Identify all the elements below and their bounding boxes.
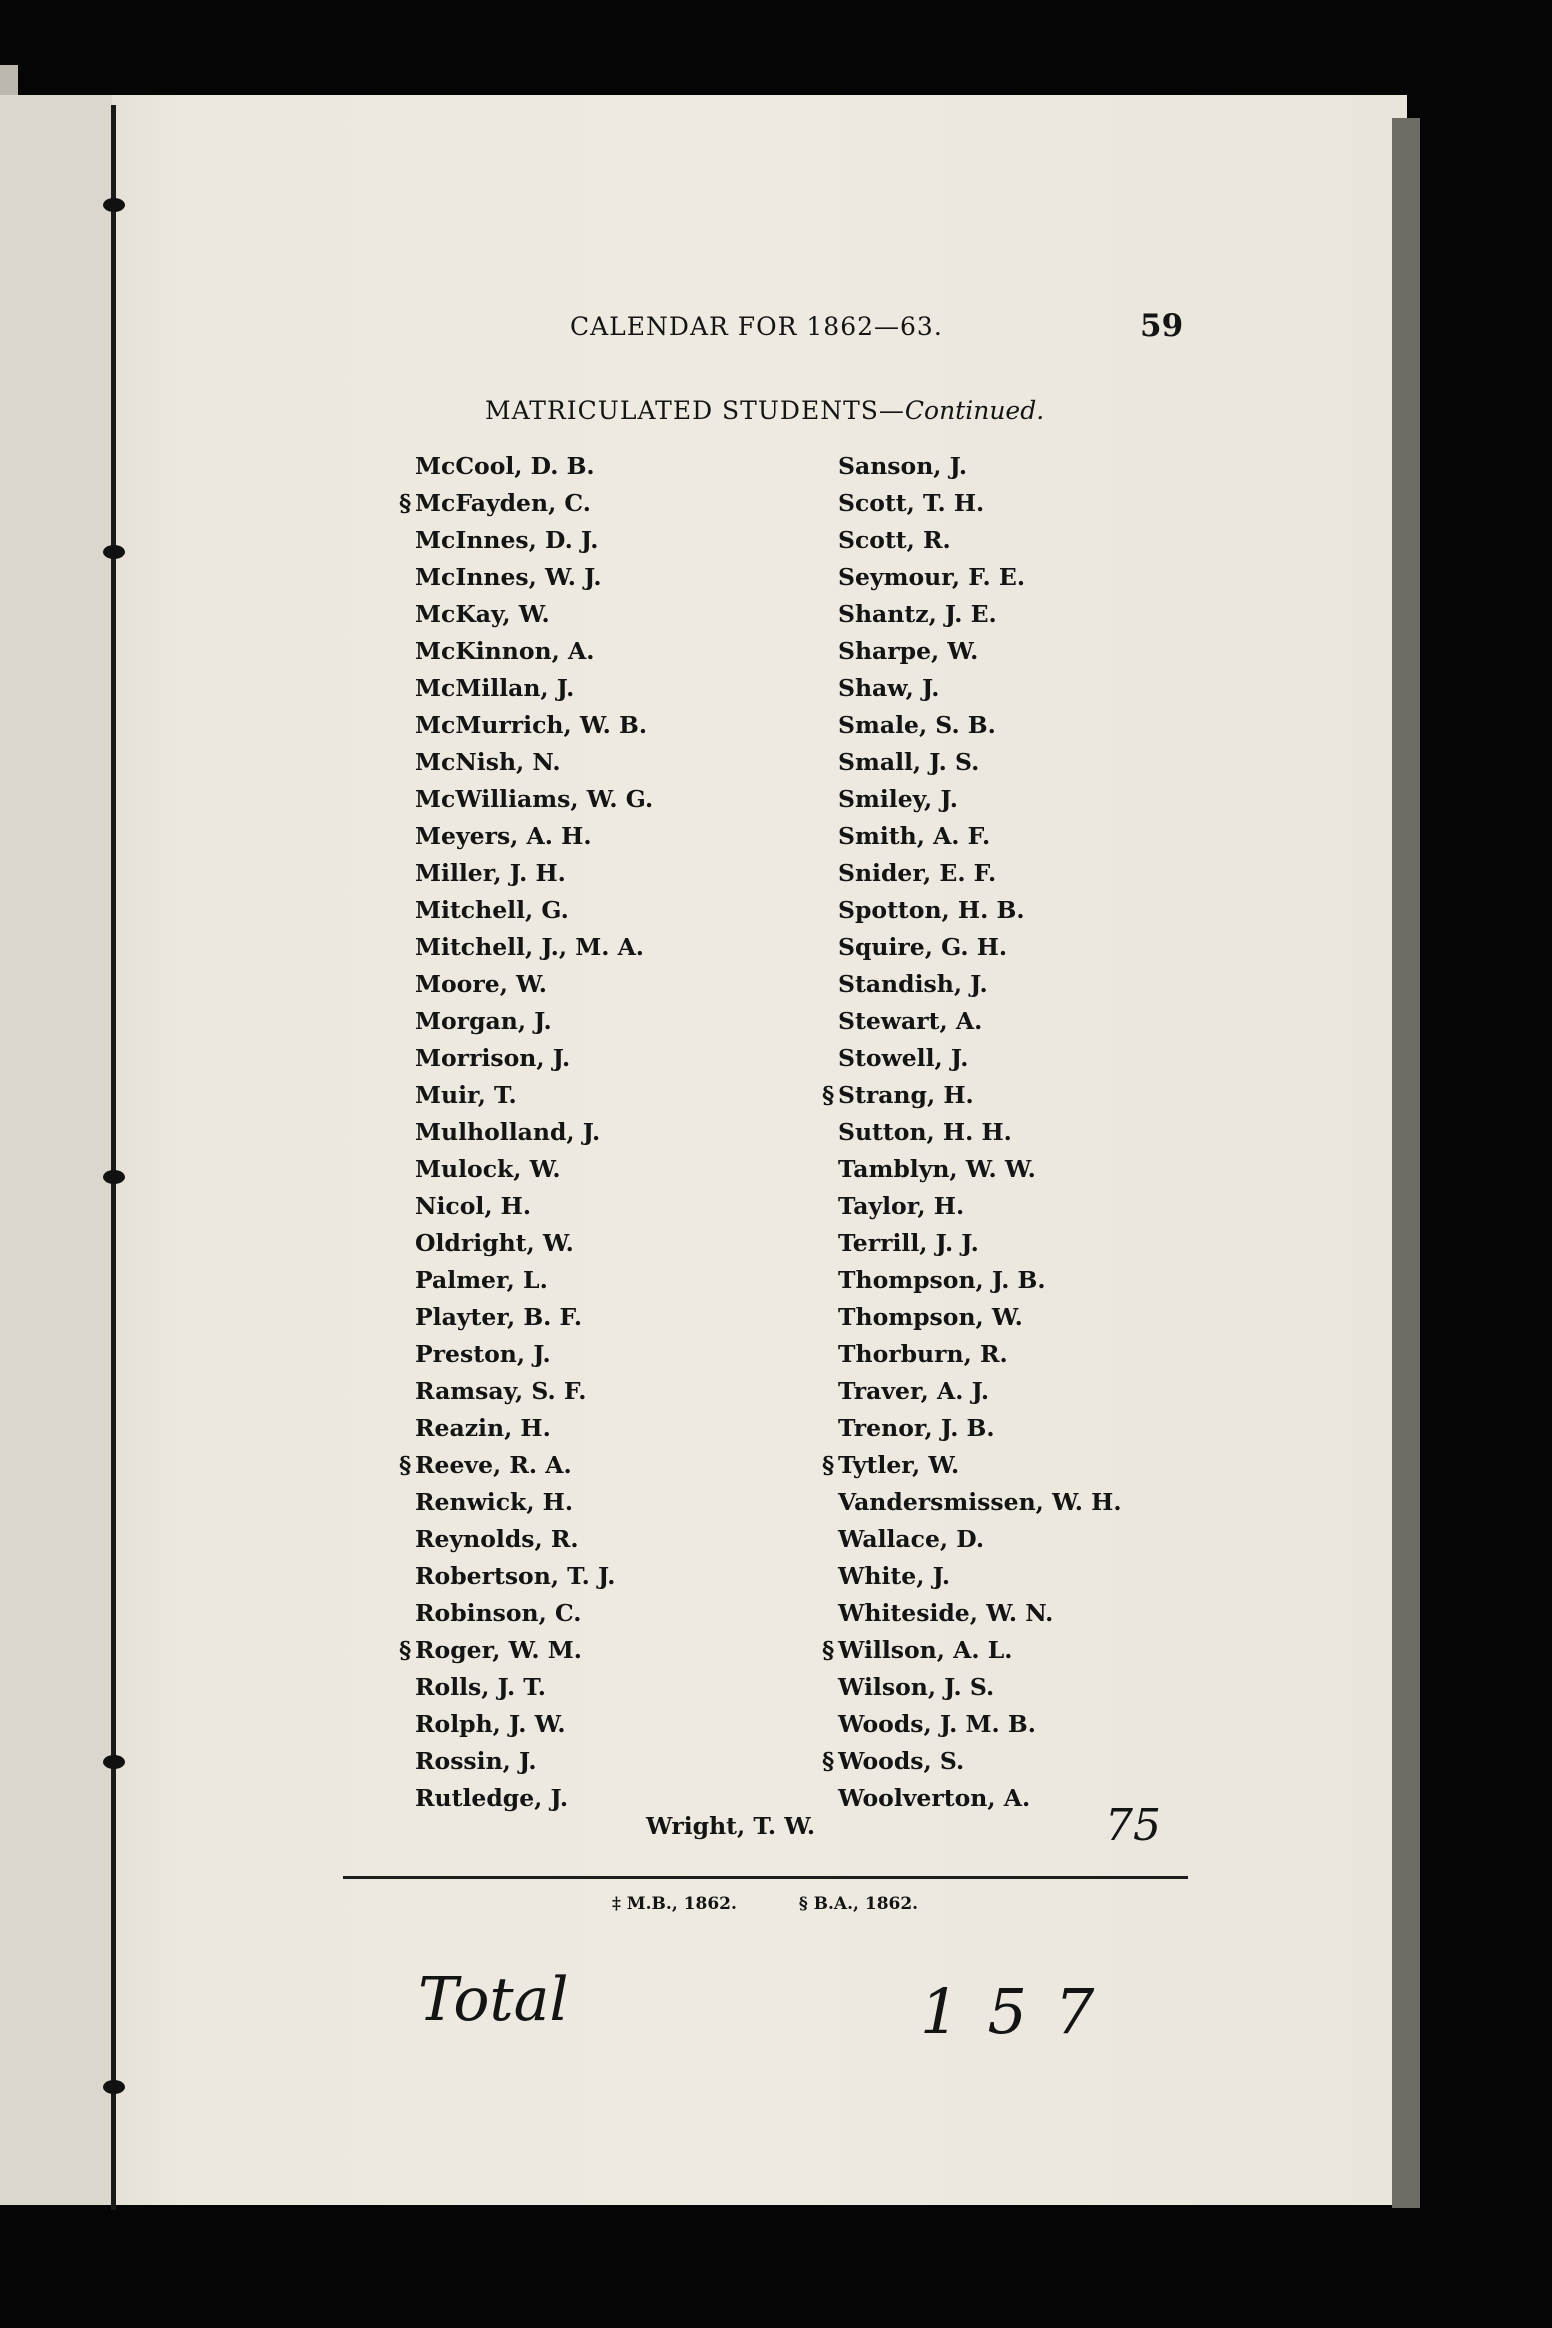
student-name: Shantz, J. E. [838, 600, 997, 628]
student-entry [415, 670, 653, 707]
student-entry [838, 1225, 1122, 1262]
student-name: Whiteside, W. N. [838, 1599, 1054, 1627]
student-entry [415, 596, 653, 633]
student-entry [838, 1484, 1122, 1521]
student-entry [822, 1743, 1122, 1780]
student-name: Miller, J. H. [415, 859, 566, 887]
student-entry [415, 744, 653, 781]
student-entry [415, 1262, 653, 1299]
student-entry [399, 485, 653, 522]
student-name: Smiley, J. [838, 785, 958, 813]
student-name: McFayden, C. [415, 489, 591, 517]
student-entry [415, 1410, 653, 1447]
student-entry [415, 1595, 653, 1632]
degree-mark: § [399, 1451, 412, 1479]
student-entry [838, 1373, 1122, 1410]
student-name: Terrill, J. J. [838, 1229, 979, 1257]
student-name: Rutledge, J. [415, 1784, 569, 1812]
student-entry [838, 522, 1122, 559]
student-entry [838, 1151, 1122, 1188]
student-entry [415, 1558, 653, 1595]
student-name: Thompson, J. B. [838, 1266, 1046, 1294]
student-name: McKay, W. [415, 600, 550, 628]
student-name: Smith, A. F. [838, 822, 991, 850]
left-name-column [399, 448, 654, 1817]
student-name: Mulholland, J. [415, 1118, 601, 1146]
student-name: Woods, S. [838, 1747, 965, 1775]
student-entry [399, 1632, 653, 1669]
degree-mark: § [822, 1636, 835, 1664]
student-entry [415, 1040, 653, 1077]
student-entry [838, 1336, 1122, 1373]
student-name: McCool, D. B. [415, 452, 595, 480]
student-name: Snider, E. F. [838, 859, 997, 887]
binding-knot [103, 1755, 125, 1769]
student-entry [838, 1780, 1122, 1817]
student-name: Small, J. S. [838, 748, 980, 776]
student-entry [415, 855, 653, 892]
binding-knot [103, 2080, 125, 2094]
student-name: McInnes, W. J. [415, 563, 602, 591]
student-name: Renwick, H. [415, 1488, 574, 1516]
page-number: 59 [1140, 308, 1184, 344]
student-entry [399, 1447, 653, 1484]
student-name: McKinnon, A. [415, 637, 595, 665]
student-name: Spotton, H. B. [838, 896, 1025, 924]
degree-mark: § [822, 1747, 835, 1775]
student-name: Woolverton, A. [838, 1784, 1031, 1812]
footnote-rule [343, 1876, 1188, 1879]
student-name: Stewart, A. [838, 1007, 983, 1035]
student-entry [838, 1669, 1122, 1706]
student-name: Reynolds, R. [415, 1525, 579, 1553]
student-name: Stowell, J. [838, 1044, 969, 1072]
student-entry [838, 1003, 1122, 1040]
student-entry [838, 818, 1122, 855]
student-name: Scott, T. H. [838, 489, 985, 517]
student-entry [838, 596, 1122, 633]
student-name: Nicol, H. [415, 1192, 532, 1220]
degree-mark: § [399, 489, 412, 517]
student-entry [838, 892, 1122, 929]
degree-mark: § [822, 1451, 835, 1479]
handwritten-column-count: 75 [1105, 1800, 1161, 1851]
degree-mark: § [822, 1081, 835, 1109]
student-name: Mulock, W. [415, 1155, 561, 1183]
student-entry [415, 1484, 653, 1521]
student-entry [415, 448, 653, 485]
student-name: Muir, T. [415, 1081, 517, 1109]
student-entry [415, 559, 653, 596]
student-entry [415, 1373, 653, 1410]
student-name: McInnes, D. J. [415, 526, 599, 554]
student-name: Tytler, W. [838, 1451, 960, 1479]
student-entry [415, 1336, 653, 1373]
student-name: Wilson, J. S. [838, 1673, 995, 1701]
student-name: Sutton, H. H. [838, 1118, 1012, 1146]
binding-stitch [111, 105, 116, 2210]
student-entry [838, 1188, 1122, 1225]
student-entry [415, 1225, 653, 1262]
footnote-ba: § B.A., 1862. [798, 1894, 919, 1914]
student-name: Rolph, J. W. [415, 1710, 566, 1738]
student-name: Taylor, H. [838, 1192, 965, 1220]
student-name: McNish, N. [415, 748, 561, 776]
student-entry [415, 1077, 653, 1114]
student-entry [822, 1077, 1122, 1114]
student-name: Squire, G. H. [838, 933, 1008, 961]
student-name: Mitchell, J., M. A. [415, 933, 644, 961]
student-entry [822, 1632, 1122, 1669]
section-title-main: MATRICULATED STUDENTS— [485, 396, 905, 425]
student-name: Rossin, J. [415, 1747, 537, 1775]
student-entry [415, 818, 653, 855]
student-name: Preston, J. [415, 1340, 551, 1368]
student-name: Smale, S. B. [838, 711, 996, 739]
student-entry [415, 1003, 653, 1040]
student-name: Robinson, C. [415, 1599, 582, 1627]
student-name: Morgan, J. [415, 1007, 552, 1035]
student-name: Thorburn, R. [838, 1340, 1008, 1368]
student-entry [415, 1669, 653, 1706]
student-name: White, J. [838, 1562, 951, 1590]
student-entry [838, 670, 1122, 707]
student-entry [838, 1558, 1122, 1595]
running-title: CALENDAR FOR 1862—63. [570, 312, 943, 341]
student-name: Traver, A. J. [838, 1377, 990, 1405]
student-name: Meyers, A. H. [415, 822, 592, 850]
student-entry [838, 448, 1122, 485]
student-entry [415, 781, 653, 818]
student-entry [415, 1114, 653, 1151]
student-name: Strang, H. [838, 1081, 974, 1109]
student-entry [838, 633, 1122, 670]
student-entry [415, 1188, 653, 1225]
handwritten-total-label: Total [418, 1965, 569, 2035]
student-entry [838, 559, 1122, 596]
student-name: Scott, R. [838, 526, 951, 554]
student-name: Vandersmissen, W. H. [838, 1488, 1122, 1516]
student-entry [838, 1299, 1122, 1336]
student-entry [838, 781, 1122, 818]
student-name: Trenor, J. B. [838, 1414, 995, 1442]
student-entry [838, 1114, 1122, 1151]
student-entry [415, 1780, 653, 1817]
student-entry [415, 1706, 653, 1743]
student-entry [838, 485, 1122, 522]
student-entry [838, 966, 1122, 1003]
student-name: Reeve, R. A. [415, 1451, 572, 1479]
student-entry [415, 1521, 653, 1558]
student-name: Shaw, J. [838, 674, 940, 702]
student-name: Seymour, F. E. [838, 563, 1026, 591]
student-name: Roger, W. M. [415, 1636, 582, 1664]
student-name: McMurrich, W. B. [415, 711, 648, 739]
student-name: McWilliams, W. G. [415, 785, 654, 813]
student-name: Wallace, D. [838, 1525, 985, 1553]
page-edge-shadow [1392, 118, 1420, 2208]
student-entry [415, 633, 653, 670]
student-entry [838, 1521, 1122, 1558]
footnote-mb: ‡ M.B., 1862. [612, 1894, 737, 1914]
student-entry [838, 1595, 1122, 1632]
student-entry [838, 744, 1122, 781]
student-entry [822, 1447, 1122, 1484]
student-name: Rolls, J. T. [415, 1673, 546, 1701]
student-name: Thompson, W. [838, 1303, 1023, 1331]
binding-knot [103, 545, 125, 559]
right-name-column [822, 448, 1122, 1817]
student-name: Robertson, T. J. [415, 1562, 616, 1590]
student-entry [415, 1299, 653, 1336]
student-name: Willson, A. L. [838, 1636, 1013, 1664]
section-title-suffix: Continued. [904, 396, 1045, 425]
student-entry [415, 707, 653, 744]
left-page-leaf [0, 95, 112, 2205]
student-entry [415, 1743, 653, 1780]
binding-knot [103, 198, 125, 212]
student-name: Reazin, H. [415, 1414, 551, 1442]
student-entry [415, 522, 653, 559]
student-entry [838, 855, 1122, 892]
student-name: McMillan, J. [415, 674, 575, 702]
student-name: Morrison, J. [415, 1044, 571, 1072]
student-entry [415, 929, 653, 966]
degree-mark: § [399, 1636, 412, 1664]
footnotes [612, 1894, 974, 1914]
student-name: Oldright, W. [415, 1229, 574, 1257]
last-entry: Wright, T. W. [646, 1812, 816, 1840]
student-entry [838, 1410, 1122, 1447]
student-name: Palmer, L. [415, 1266, 548, 1294]
student-name: Standish, J. [838, 970, 988, 998]
student-name: Mitchell, G. [415, 896, 569, 924]
student-name: Sharpe, W. [838, 637, 979, 665]
student-name: Tamblyn, W. W. [838, 1155, 1036, 1183]
student-entry [838, 1706, 1122, 1743]
student-entry [838, 1262, 1122, 1299]
student-name: Playter, B. F. [415, 1303, 583, 1331]
handwritten-total-number: 157 [920, 1975, 1123, 2048]
student-entry [415, 1151, 653, 1188]
binding-knot [103, 1170, 125, 1184]
student-entry [838, 929, 1122, 966]
student-name: Sanson, J. [838, 452, 968, 480]
student-name: Moore, W. [415, 970, 547, 998]
student-entry [415, 966, 653, 1003]
student-entry [838, 1040, 1122, 1077]
section-title [485, 396, 1044, 425]
student-name: Ramsay, S. F. [415, 1377, 587, 1405]
student-entry [415, 892, 653, 929]
student-name: Woods, J. M. B. [838, 1710, 1036, 1738]
student-entry [838, 707, 1122, 744]
